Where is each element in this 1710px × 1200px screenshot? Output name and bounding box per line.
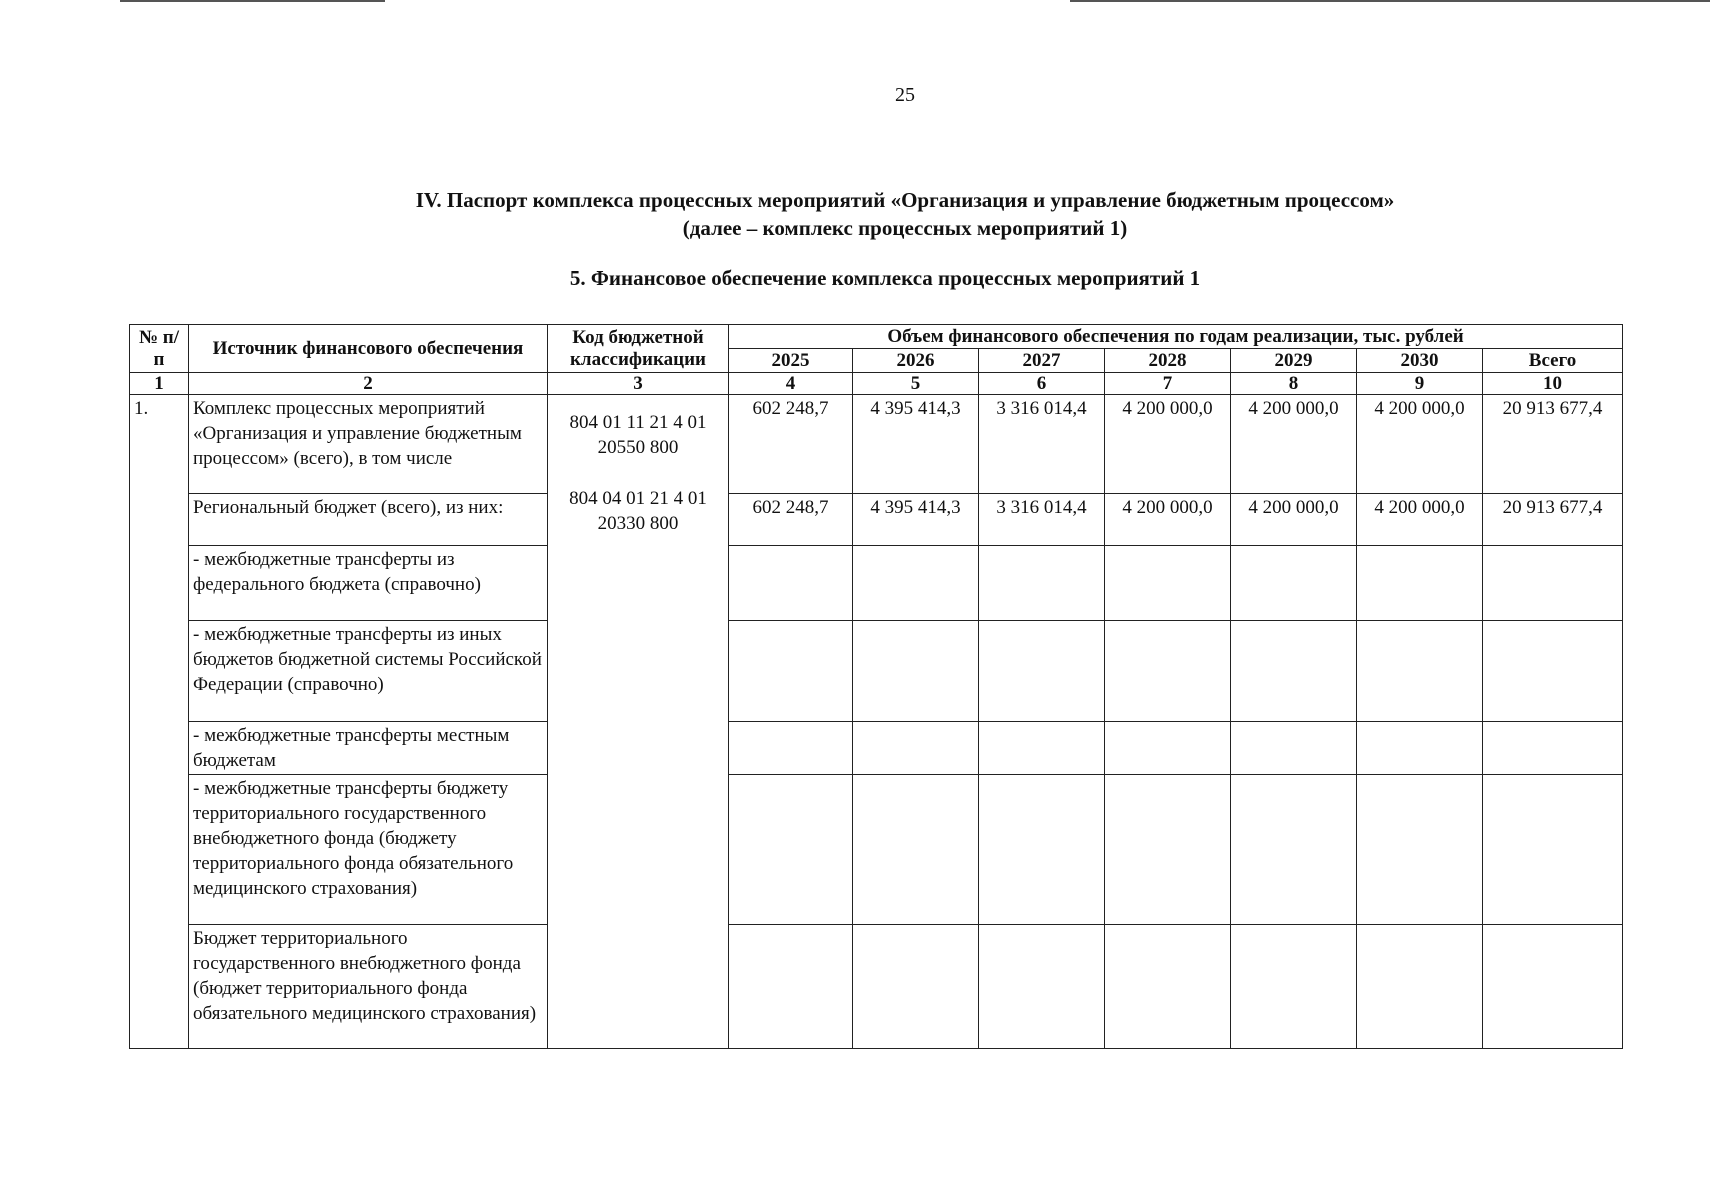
value-cell [1483,546,1623,621]
header-year: 2028 [1105,349,1231,373]
section-heading: 5. Финансовое обеспечение комплекса процессных мероприятий 1 [569,266,1201,290]
value-cell [1105,925,1231,1049]
source-cell: - межбюджетные трансферты из иных бюджетов бюджетной системы Российской Федерации (справочно) [189,621,548,722]
page-number: 25 [895,84,915,106]
value-cell [853,621,979,722]
value-cell: 4 395 414,3 [853,395,979,494]
value-cell [1483,925,1623,1049]
value-cell [729,546,853,621]
value-cell [1231,925,1357,1049]
column-number: 9 [1357,373,1483,395]
column-number: 4 [729,373,853,395]
column-number: 7 [1105,373,1231,395]
value-cell [979,546,1105,621]
value-cell: 4 200 000,0 [1231,494,1357,546]
value-cell [1231,775,1357,925]
value-cell [1105,621,1231,722]
header-source: Источник финансового обеспечения [189,325,548,373]
source-cell: Комплекс процессных мероприятий «Организация и управление бюджетным процессом» (всего), в том числе [189,395,548,494]
value-cell [979,925,1105,1049]
value-cell [1231,621,1357,722]
value-cell [853,775,979,925]
value-cell [853,925,979,1049]
value-cell: 4 200 000,0 [1357,395,1483,494]
value-cell [979,621,1105,722]
source-cell: Бюджет территориального государственного внебюджетного фонда (бюджет территориального фонда обязательного медицинского страхования) [189,925,548,1049]
header-volume: Объем финансового обеспечения по годам реализации, тыс. рублей [729,325,1623,349]
value-cell: 602 248,7 [729,494,853,546]
header-total: Всего [1483,349,1623,373]
value-cell: 4 200 000,0 [1105,395,1231,494]
value-cell [1105,775,1231,925]
source-cell: Региональный бюджет (всего), из них: [189,494,548,546]
column-number: 1 [130,373,189,395]
column-number: 6 [979,373,1105,395]
table-row [130,494,1623,546]
value-cell [729,925,853,1049]
value-cell: 4 395 414,3 [853,494,979,546]
budget-code-cell [548,395,729,1049]
financing-table [129,324,1623,1049]
value-cell [729,775,853,925]
value-cell [853,546,979,621]
value-cell: 3 316 014,4 [979,395,1105,494]
scan-edge-right [1070,0,1710,2]
value-cell: 4 200 000,0 [1357,494,1483,546]
table-row [130,395,1623,494]
header-budget-code: Код бюджетной классификации [548,325,729,373]
value-cell [1357,775,1483,925]
value-cell [1357,546,1483,621]
table-row [130,775,1623,925]
header-year: 2027 [979,349,1105,373]
column-number: 2 [189,373,548,395]
value-cell [1357,722,1483,775]
row-number: 1. [130,395,189,1049]
value-cell [979,775,1105,925]
table-row [130,546,1623,621]
value-cell [1231,722,1357,775]
value-cell: 4 200 000,0 [1105,494,1231,546]
column-number: 3 [548,373,729,395]
table-row [130,925,1623,1049]
header-year: 2030 [1357,349,1483,373]
table-row [130,722,1623,775]
budget-code: 804 01 11 21 4 01 20550 800 [569,412,707,458]
value-cell: 4 200 000,0 [1231,395,1357,494]
table-row [130,621,1623,722]
value-cell [729,621,853,722]
value-cell [1105,722,1231,775]
source-cell: - межбюджетные трансферты местным бюджетам [189,722,548,775]
value-cell: 20 913 677,4 [1483,395,1623,494]
value-cell [1231,546,1357,621]
value-cell [1483,722,1623,775]
value-cell: 602 248,7 [729,395,853,494]
value-cell [1483,775,1623,925]
value-cell [853,722,979,775]
value-cell [729,722,853,775]
header-year: 2025 [729,349,853,373]
column-number: 10 [1483,373,1623,395]
header-year: 2029 [1231,349,1357,373]
column-number: 5 [853,373,979,395]
value-cell [979,722,1105,775]
header-year: 2026 [853,349,979,373]
passport-heading [340,186,1470,242]
column-number: 8 [1231,373,1357,395]
source-cell: - межбюджетные трансферты из федерального бюджета (справочно) [189,546,548,621]
value-cell: 20 913 677,4 [1483,494,1623,546]
passport-heading-line2: (далее – комплекс процессных мероприятий 1) [682,216,1128,240]
value-cell [1357,925,1483,1049]
value-cell: 3 316 014,4 [979,494,1105,546]
budget-code: 804 04 01 21 4 01 20330 800 [569,488,707,534]
scan-edge-left [120,0,385,2]
header-row-number: № п/п [130,325,189,373]
value-cell [1357,621,1483,722]
value-cell [1105,546,1231,621]
passport-heading-line1: IV. Паспорт комплекса процессных мероприятий «Организация и управление бюджетным процессом» [415,188,1395,212]
source-cell: - межбюджетные трансферты бюджету территориального государственного внебюджетного фонда (бюджету территориального фонда обязательного медицинского страхования) [189,775,548,925]
value-cell [1483,621,1623,722]
